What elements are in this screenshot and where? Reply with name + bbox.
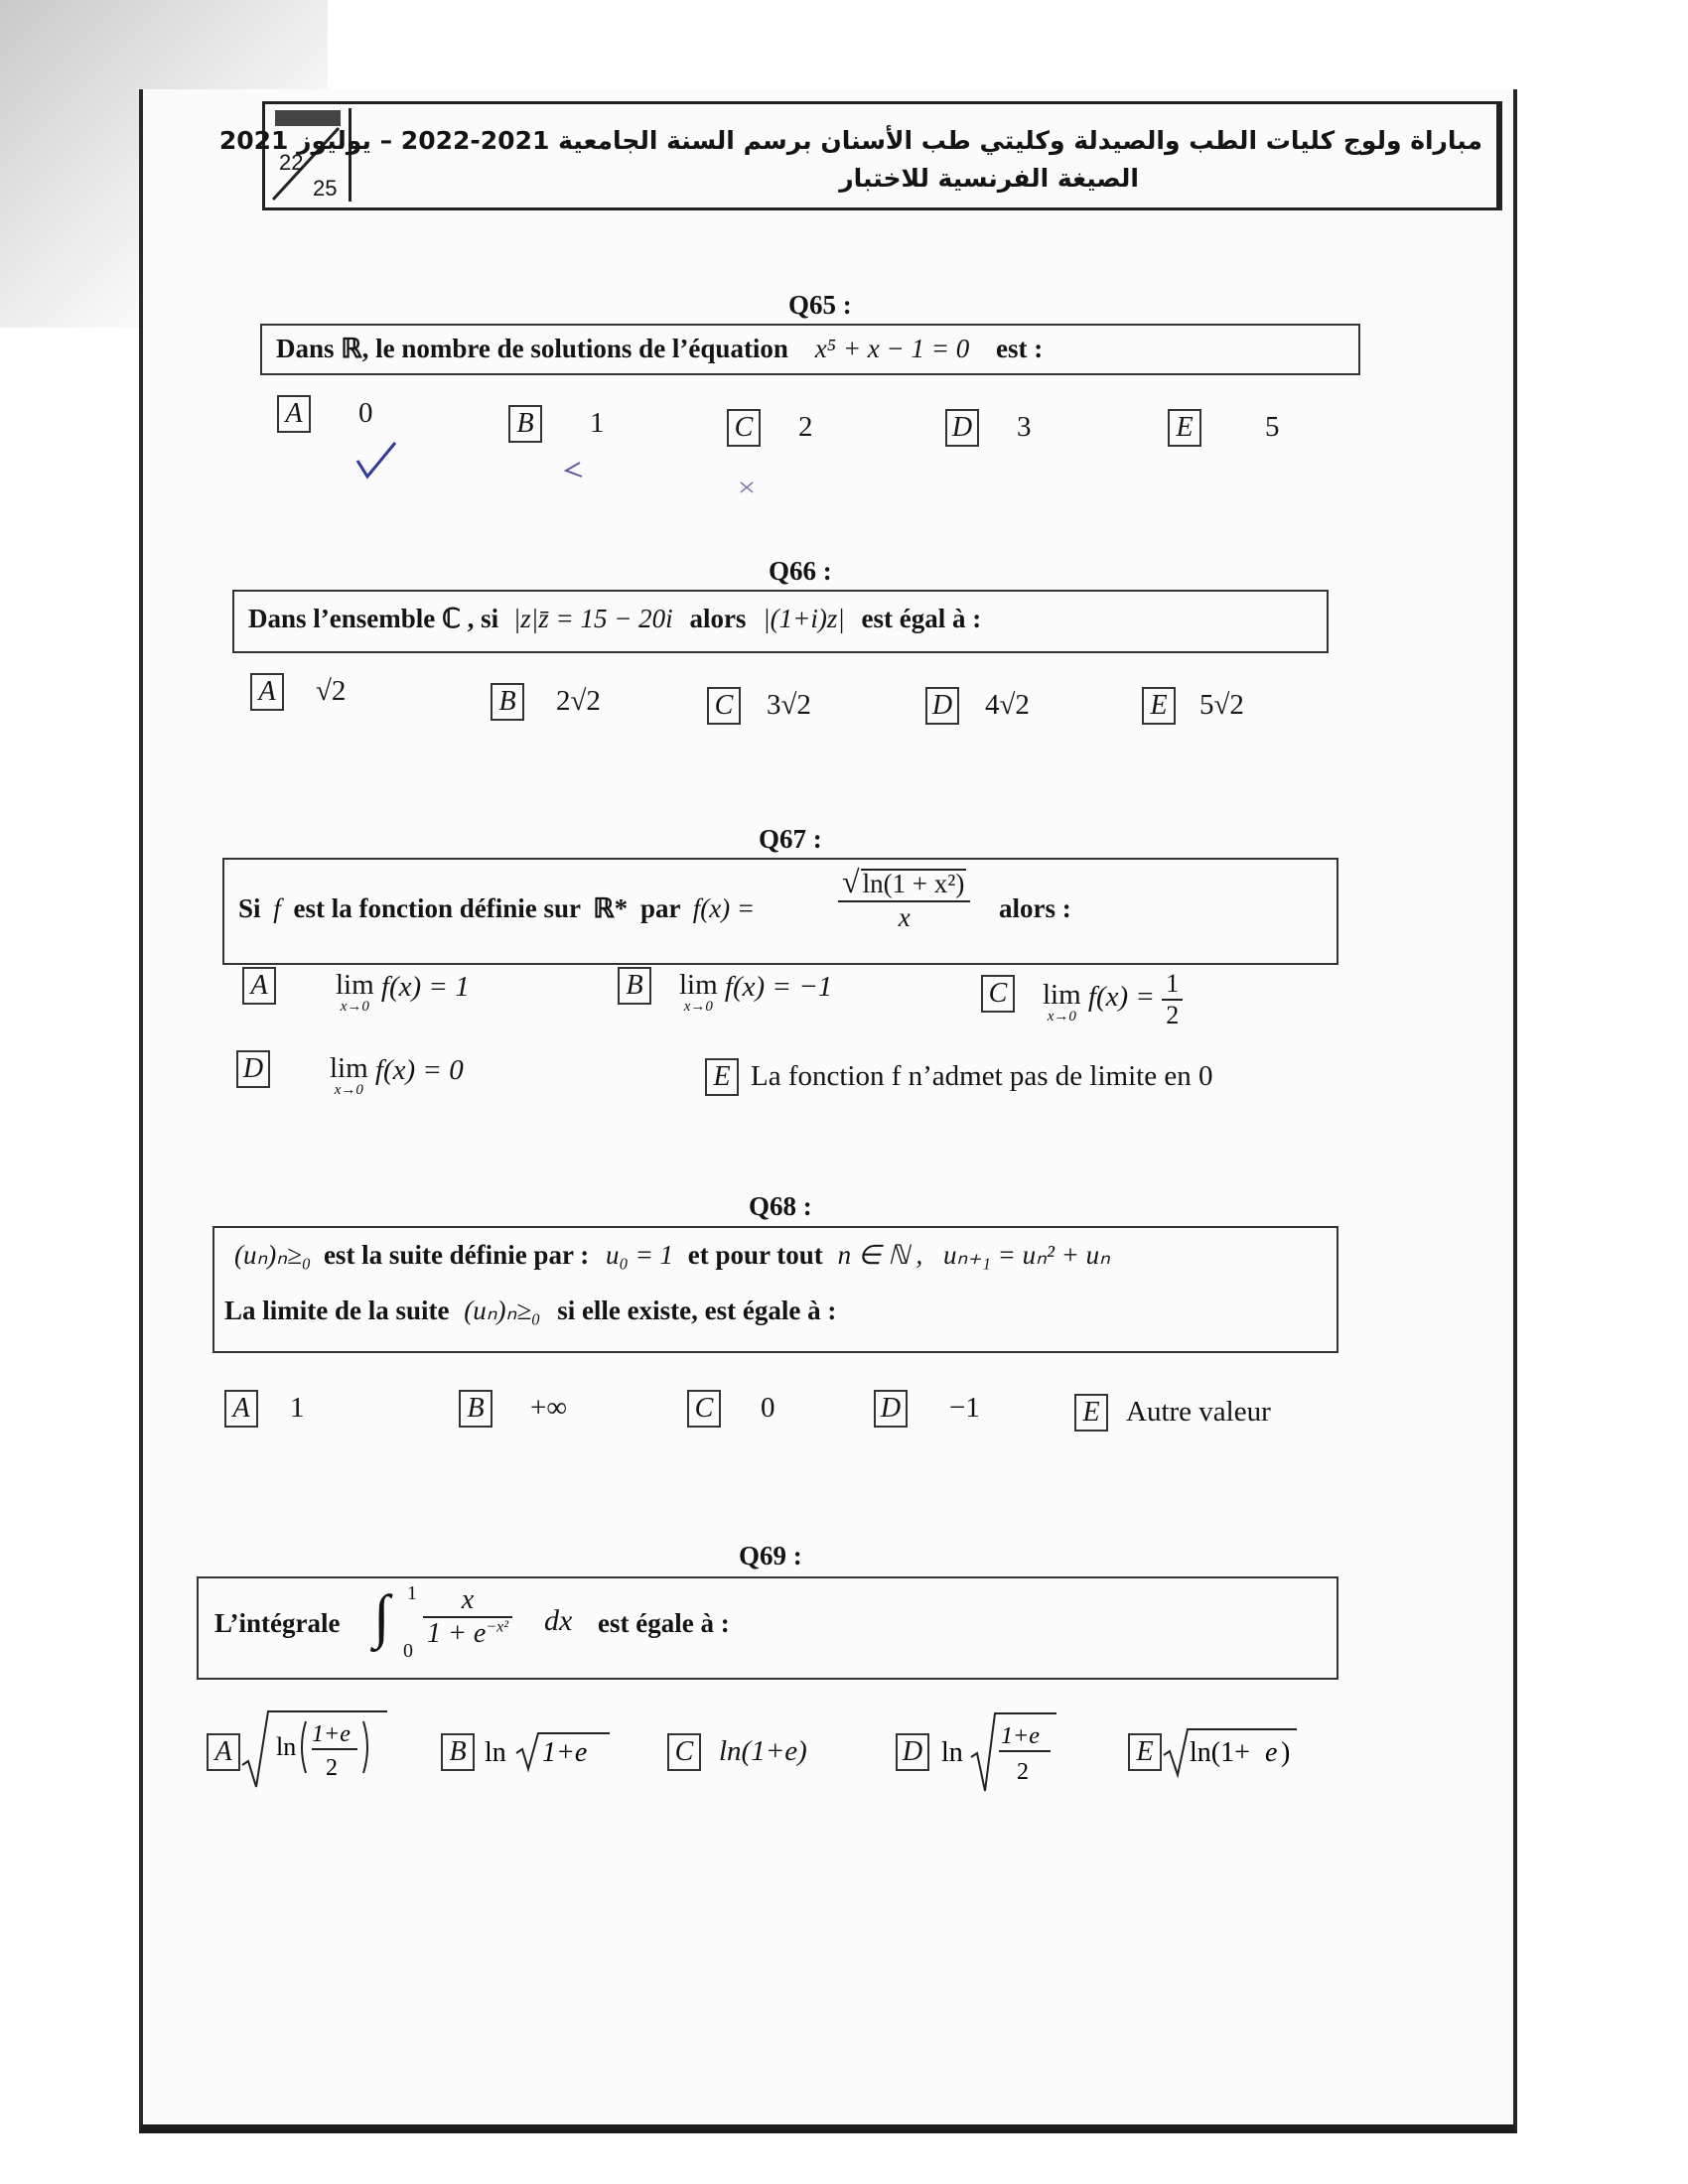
option-letter: A: [207, 1733, 240, 1771]
option-value: 0: [358, 397, 373, 429]
q69-text-after: est égale à :: [598, 1608, 730, 1638]
q69-lower-bound: 0: [403, 1640, 413, 1662]
q65-label: Q65 :: [788, 290, 852, 320]
svg-text:ln: ln: [485, 1737, 506, 1768]
option-letter: E: [705, 1058, 739, 1096]
svg-text:ln: ln: [276, 1732, 297, 1761]
q67-numerator: ln(1 + x²): [862, 869, 965, 898]
q68-text: est la suite définie par :: [323, 1240, 590, 1270]
option-letter: E: [1074, 1394, 1108, 1432]
option-letter: B: [618, 967, 651, 1005]
option-letter: D: [896, 1733, 929, 1771]
q66-expression: |(1+i)z|: [763, 604, 845, 633]
page-number-box: [269, 108, 352, 202]
cross-mark-icon: [737, 478, 757, 496]
q67-text-after: alors :: [999, 893, 1071, 923]
svg-text:ln: ln: [941, 1737, 963, 1768]
q68-sequence: (uₙ)ₙ≥₀: [234, 1240, 312, 1270]
option-value: +∞: [530, 1392, 568, 1424]
integral-sign-icon: ∫: [373, 1583, 390, 1649]
header-subtitle: الصيغة الفرنسية للاختبار: [839, 164, 1139, 193]
lim-word: lim: [336, 969, 374, 1001]
lim-subscript: x→0: [340, 999, 369, 1015]
q65-text: Dans ℝ, le nombre de solutions de l’équation: [276, 334, 788, 363]
option-letter: A: [242, 967, 276, 1005]
option-letter: E: [1142, 687, 1176, 725]
half-denominator: 2: [1166, 1001, 1180, 1029]
svg-text:1+e: 1+e: [312, 1721, 351, 1747]
q69-text: L’intégrale: [214, 1608, 341, 1638]
q66-text-after: est égal à :: [861, 604, 982, 633]
option-letter: B: [441, 1733, 475, 1771]
header-box: [218, 101, 1502, 210]
q67-text: Si: [238, 893, 261, 923]
option-value: 2√2: [556, 685, 601, 717]
option-letter: C: [981, 975, 1015, 1013]
q65-equation: x⁵ + x − 1 = 0: [814, 334, 970, 363]
q69-denominator: 1 + e: [427, 1618, 487, 1649]
q67-text-par: par: [639, 893, 680, 923]
svg-text:1+e: 1+e: [542, 1737, 588, 1768]
option-value: f(x) = −1: [724, 971, 833, 1003]
lim-subscript: x→0: [683, 999, 713, 1015]
option-value: 5√2: [1199, 689, 1244, 721]
q67-text-mid: est la fonction définie sur: [293, 893, 581, 923]
q65-text-after: est :: [995, 334, 1044, 363]
option-value: 4√2: [985, 689, 1030, 721]
option-value: 2: [798, 411, 813, 443]
option-value: La fonction f n’admet pas de limite en 0: [751, 1060, 1213, 1092]
option-value: 3√2: [767, 689, 811, 721]
q68-initial: u₀ = 1: [605, 1240, 674, 1270]
q69-box: [197, 1576, 1338, 1680]
q67-box: Si f est la fonction définie sur ℝ* par f(x) = $\frac{\text{√ ln(1 + x²)}}{x}$ alors :: [222, 858, 1338, 965]
q69-label: Q69 :: [739, 1541, 802, 1570]
q68-n: n ∈ ℕ ,: [837, 1240, 923, 1270]
option-value: f(x) =: [1087, 981, 1155, 1013]
option-letter: E: [1128, 1733, 1162, 1771]
option-letter: E: [1168, 409, 1201, 447]
q68-recurrence: uₙ₊₁ = uₙ² + uₙ: [942, 1240, 1110, 1270]
q69-option-a-formula: [240, 1704, 389, 1799]
checkmark-icon: [352, 437, 401, 486]
option-value: ln(1+e): [719, 1735, 807, 1767]
option-value: 0: [761, 1392, 775, 1424]
half-numerator: 1: [1162, 969, 1183, 1001]
option-letter: C: [667, 1733, 701, 1771]
q65-box: [260, 324, 1360, 375]
lim-word: lim: [1043, 979, 1081, 1011]
q68-box: [212, 1226, 1338, 1353]
svg-text:e: e: [1265, 1737, 1278, 1768]
svg-text:1+e: 1+e: [1001, 1723, 1040, 1749]
q68-for-all: et pour tout: [687, 1240, 823, 1270]
svg-text:ln(1+: ln(1+: [1190, 1737, 1250, 1768]
option-value: 5: [1265, 411, 1280, 443]
option-letter: A: [277, 395, 311, 433]
q68-text-after: si elle existe, est égale à :: [557, 1296, 837, 1325]
q68-label: Q68 :: [749, 1191, 812, 1221]
option-value: Autre valeur: [1126, 1396, 1271, 1428]
option-letter: B: [491, 683, 524, 721]
option-value: f(x) = 0: [374, 1054, 464, 1086]
option-value: 1: [590, 407, 605, 439]
option-letter: C: [687, 1390, 721, 1428]
q67-label: Q67 :: [759, 824, 822, 854]
q66-text: Dans l’ensemble ℂ , si: [248, 604, 499, 633]
lim-subscript: x→0: [334, 1082, 363, 1098]
q69-numerator: x: [423, 1584, 512, 1618]
q67-denominator: x: [898, 902, 911, 932]
svg-text:2: 2: [326, 1755, 338, 1781]
q66-text-mid: alors: [689, 604, 747, 633]
option-letter: B: [459, 1390, 492, 1428]
svg-text:2: 2: [1017, 1759, 1029, 1785]
option-letter: B: [508, 405, 542, 443]
exam-page: [139, 89, 1517, 2133]
q69-exponent: −x²: [486, 1618, 509, 1636]
option-letter: A: [250, 673, 284, 711]
option-letter: D: [925, 687, 959, 725]
option-value: 1: [290, 1392, 305, 1424]
pencil-mark-icon: [560, 459, 590, 482]
lim-word: lim: [679, 969, 718, 1001]
q68-sequence-2: (uₙ)ₙ≥₀: [464, 1296, 541, 1325]
option-letter: D: [945, 409, 979, 447]
q69-option-d-formula: [941, 1706, 1060, 1801]
q67-fx: f(x) =: [692, 893, 756, 923]
q69-dx: dx: [544, 1604, 573, 1637]
option-value: 3: [1017, 411, 1032, 443]
q69-upper-bound: 1: [407, 1582, 417, 1604]
option-value: −1: [949, 1392, 980, 1424]
page-current: 22: [279, 150, 304, 175]
option-value: √2: [316, 675, 347, 707]
option-letter: A: [224, 1390, 258, 1428]
q69-option-b-formula: [485, 1729, 614, 1775]
option-letter: D: [236, 1050, 270, 1088]
q66-box: [232, 590, 1329, 653]
q66-label: Q66 :: [769, 556, 832, 586]
header-title: مباراة ولوج كليات الطب والصيدلة وكليتي طب الأسنان برسم السنة الجامعية 2021-2022 – يوليوز 2021: [218, 126, 1482, 155]
q68-text-2: La limite de la suite: [224, 1296, 450, 1325]
q67-domain: ℝ*: [593, 893, 629, 923]
option-letter: C: [707, 687, 741, 725]
page-total: 25: [313, 176, 338, 201]
q69-option-e-formula: [1162, 1725, 1301, 1779]
lim-word: lim: [330, 1052, 368, 1084]
svg-text:): ): [1281, 1737, 1291, 1768]
lim-subscript: x→0: [1047, 1009, 1076, 1024]
q66-condition: |z|z̄ = 15 − 20i: [512, 604, 673, 633]
option-letter: D: [874, 1390, 908, 1428]
option-letter: C: [727, 409, 761, 447]
q67-f: f: [273, 893, 281, 923]
option-value: f(x) = 1: [380, 971, 470, 1003]
